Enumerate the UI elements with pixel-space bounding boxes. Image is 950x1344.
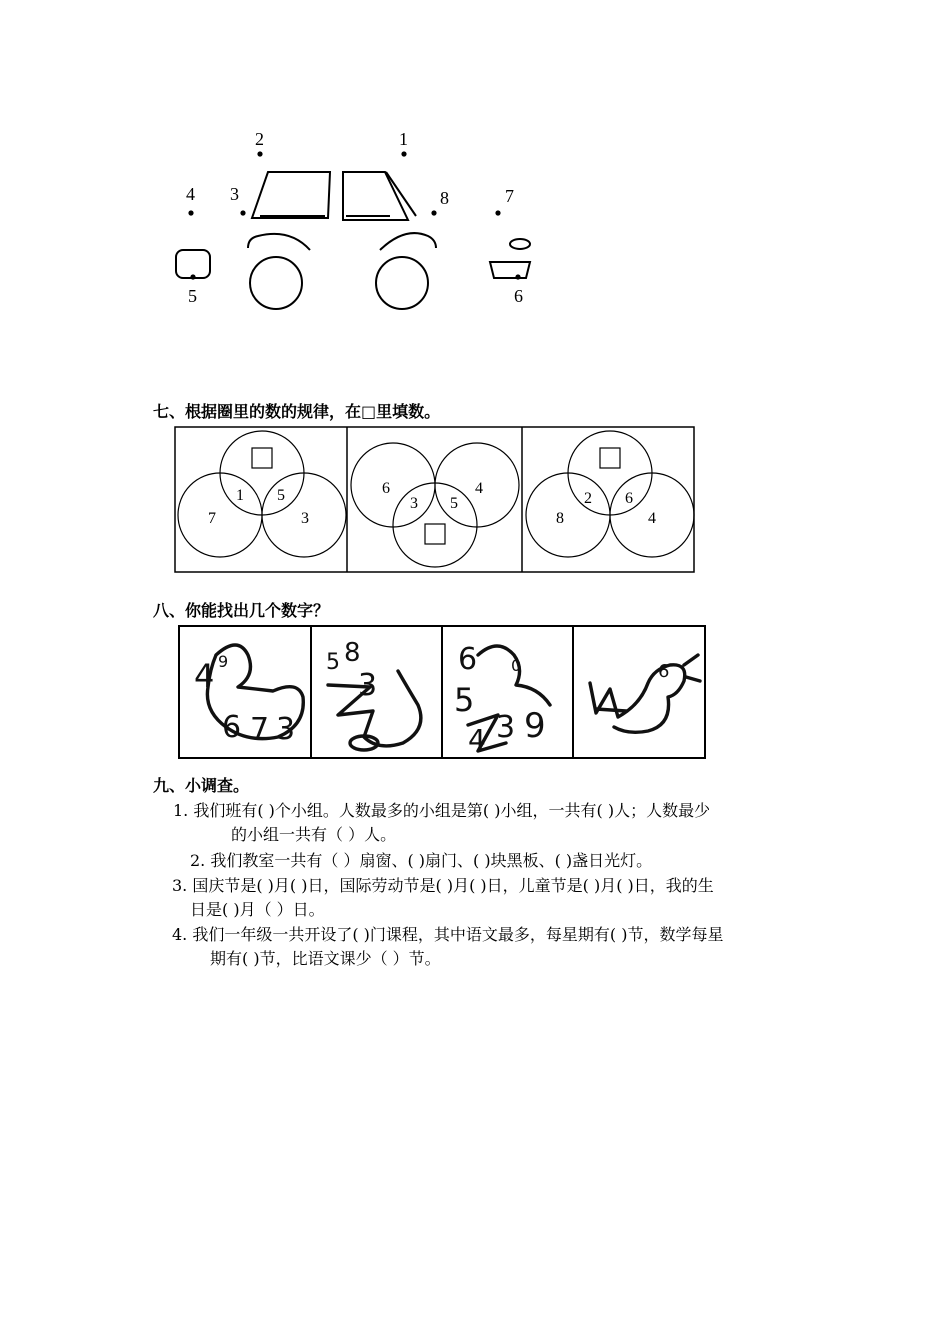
survey-line-4b: 期有( )节，比语文课少（ ）节。 (210, 949, 441, 968)
hidden-digits-panels (178, 625, 708, 761)
dot-5 (190, 274, 195, 279)
label-8: 8 (440, 188, 449, 208)
label-7: 7 (505, 186, 514, 206)
digits-panel-4 (590, 655, 700, 732)
p8-2-d3: 3 (358, 668, 378, 703)
label-2: 2 (255, 129, 264, 149)
p1-overlap-left: 1 (236, 487, 244, 504)
p3-overlap-left: 2 (584, 490, 592, 507)
p1-right: 3 (301, 510, 309, 527)
dot-8 (431, 210, 436, 215)
venn-panel-2 (351, 443, 519, 567)
label-3: 3 (230, 184, 239, 204)
p8-2-d1: 5 (326, 650, 340, 675)
answer-box-2 (425, 524, 445, 544)
p2-right: 4 (475, 480, 483, 497)
p1-overlap-right: 5 (277, 487, 285, 504)
dot-3 (240, 210, 245, 215)
p8-1-d1: 4 (194, 657, 215, 695)
p8-2-d2: 8 (344, 638, 361, 668)
p8-3-d1: 6 (458, 642, 478, 677)
p2-left: 6 (382, 480, 390, 497)
dot-7 (495, 210, 500, 215)
venn-panels (174, 426, 696, 574)
dot-2 (257, 151, 262, 156)
p8-3-d2: 5 (454, 681, 475, 719)
p8-4-d1: 6 (658, 661, 670, 682)
p2-overlap-left: 3 (410, 495, 418, 512)
survey-line-1: 1. 我们班有( )个小组。人数最多的小组是第( )小组，一共有( )人；人数最少 (173, 801, 711, 820)
survey-line-3b: 日是( )月（ ）日。 (190, 900, 325, 919)
p8-1-d5: 3 (276, 712, 296, 747)
p8-3-d3: 3 (496, 710, 516, 745)
p8-3-d4: 9 (524, 706, 546, 746)
p8-3-d6: 0 (511, 656, 522, 675)
p8-1-d2: 9 (218, 652, 229, 671)
survey-line-4: 4. 我们一年级一共开设了( )门课程，其中语文最多，每星期有( )节，数学每星 (172, 925, 724, 944)
label-5: 5 (188, 286, 197, 306)
section7-heading: 七、根据圈里的数的规律，在□里填数。 (153, 402, 441, 421)
survey-line-3: 3. 国庆节是( )月( )日，国际劳动节是( )月( )日，儿童节是( )月( )日，我的生 (172, 876, 714, 895)
p1-left: 7 (208, 510, 216, 527)
p8-1-d3: 6 (222, 710, 242, 745)
p8-1-d4: 7 (250, 712, 270, 747)
survey-line-2: 2. 我们教室一共有（ ）扇窗、( )扇门、( )块黑板、( )盏日光灯。 (190, 851, 653, 870)
label-4: 4 (186, 184, 195, 204)
label-6: 6 (514, 286, 523, 306)
p3-overlap-right: 6 (625, 490, 633, 507)
section9-heading: 九、小调查。 (153, 776, 250, 795)
digits-panel-3 (454, 642, 550, 756)
dot-6 (515, 274, 520, 279)
survey-line-1b: 的小组一共有（ ）人。 (231, 825, 397, 844)
label-1: 1 (399, 129, 408, 149)
section8-heading: 八、你能找出几个数字？ (153, 601, 330, 620)
answer-box-3 (600, 448, 620, 468)
p3-right: 4 (648, 510, 656, 527)
venn-panel-3 (526, 431, 694, 557)
p2-overlap-right: 5 (450, 495, 458, 512)
dot-puzzle-figure (160, 120, 540, 320)
p8-3-d5: 4 (468, 723, 486, 756)
dot-1 (401, 151, 406, 156)
digits-panel-1 (194, 645, 303, 747)
venn-panel-1 (178, 431, 346, 557)
p3-left: 8 (556, 510, 564, 527)
dot-4 (188, 210, 193, 215)
digits-panel-2 (326, 638, 421, 750)
answer-box-1 (252, 448, 272, 468)
